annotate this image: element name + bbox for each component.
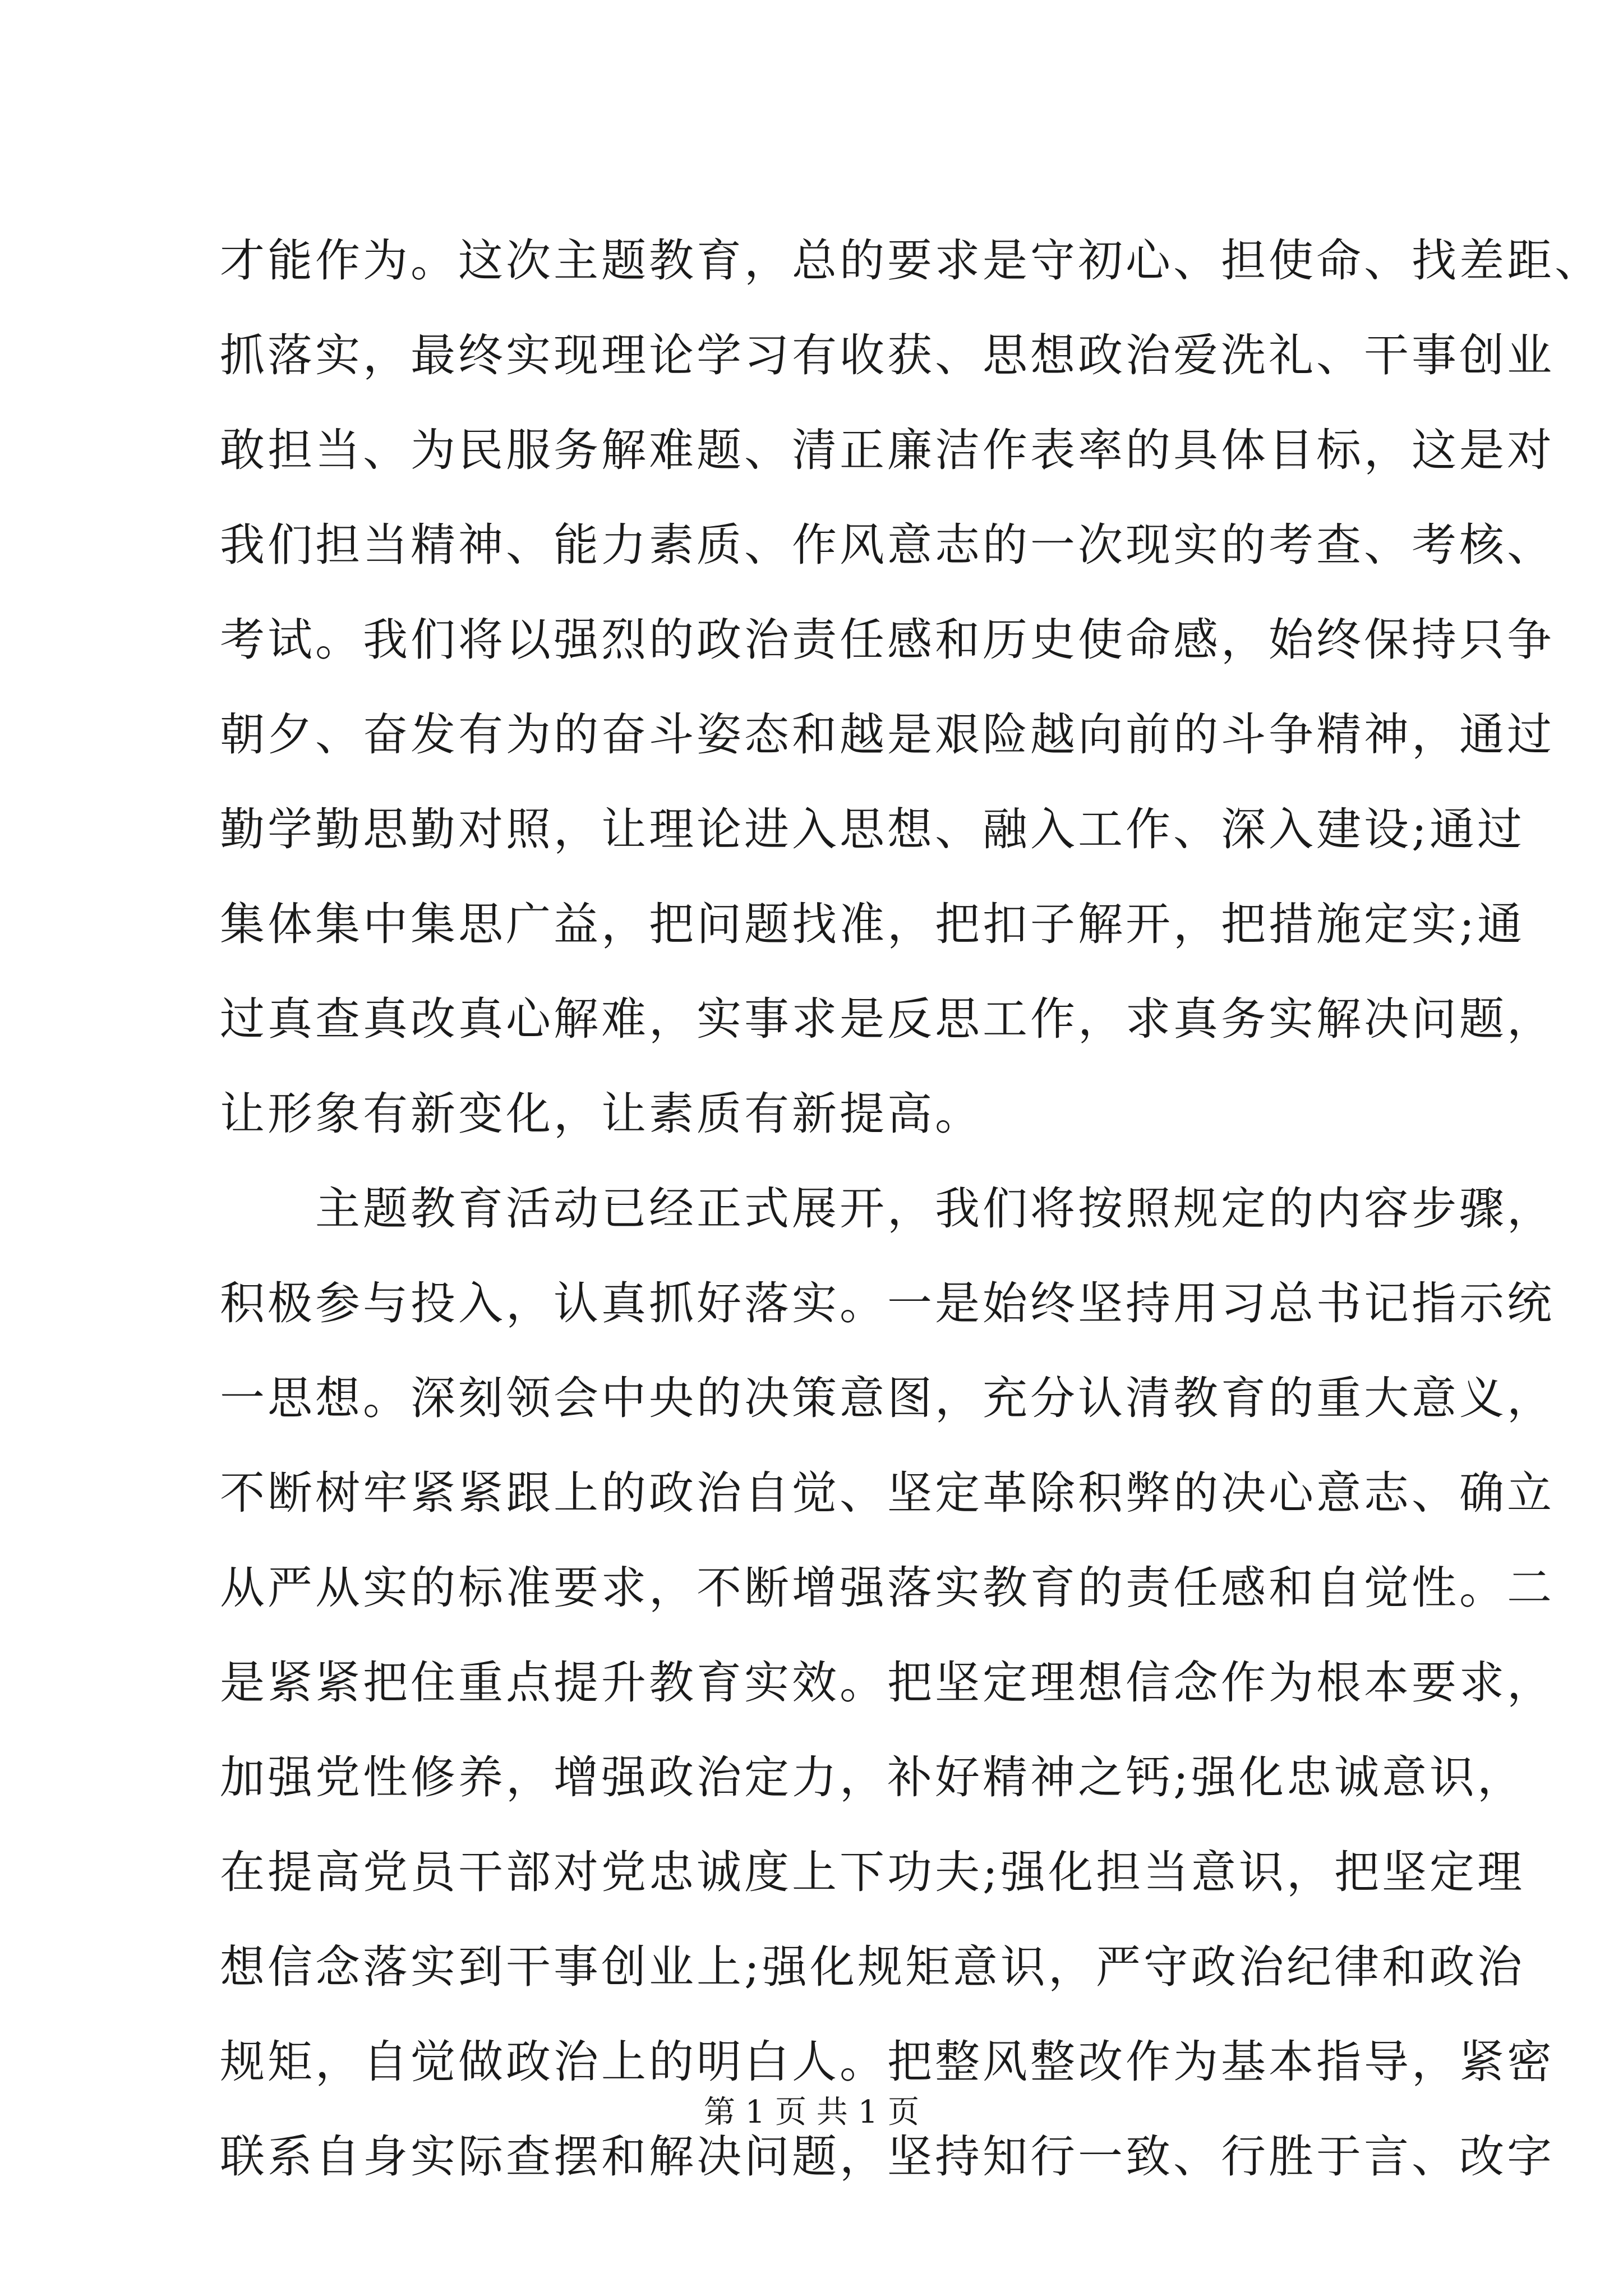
text-line: 积极参与投入，认真抓好落实。一是始终坚持用习总书记指示统: [220, 1277, 1555, 1329]
text-line: 集体集中集思广益，把问题找准，把扣子解开，把措施定实;通: [220, 898, 1525, 950]
text-line: 一思想。深刻领会中央的决策意图，充分认清教育的重大意义，: [220, 1372, 1555, 1424]
text-line: 主题教育活动已经正式展开，我们将按照规定的内容步骤，: [220, 1182, 1555, 1235]
text-line: 不断树牢紧紧跟上的政治自觉、坚定革除积弊的决心意志、确立: [220, 1467, 1555, 1519]
text-line: 联系自身实际查摆和解决问题，坚持知行一致、行胜于言、改字: [220, 2131, 1555, 2183]
page-footer: 第 1 页 共 1 页: [703, 2094, 920, 2131]
text-line: 加强党性修养，增强政治定力，补好精神之钙;强化忠诚意识，: [220, 1751, 1525, 1803]
text-line: 让形象有新变化，让素质有新提高。: [220, 1088, 983, 1140]
text-line: 敢担当、为民服务解难题、清正廉洁作表率的具体目标，这是对: [220, 424, 1555, 476]
text-line: 勤学勤思勤对照，让理论进入思想、融入工作、深入建设;通过: [220, 803, 1525, 855]
text-line: 想信念落实到干事创业上;强化规矩意识，严守政治纪律和政治: [220, 1941, 1525, 1993]
body-text: [220, 213, 1602, 2204]
text-line: 过真查真改真心解难，实事求是反思工作，求真务实解决问题，: [220, 993, 1555, 1045]
text-line: 抓落实，最终实现理论学习有收获、思想政治爱洗礼、干事创业: [220, 329, 1555, 381]
text-line: 才能作为。这次主题教育，总的要求是守初心、担使命、找差距、: [220, 234, 1602, 287]
text-line: 考试。我们将以强烈的政治责任感和历史使命感，始终保持只争: [220, 614, 1555, 666]
text-line: 从严从实的标准要求，不断增强落实教育的责任感和自觉性。二: [220, 1562, 1555, 1614]
text-line: 在提高党员干部对党忠诚度上下功夫;强化担当意识，把坚定理: [220, 1846, 1525, 1898]
text-line: 我们担当精神、能力素质、作风意志的一次现实的考查、考核、: [220, 519, 1555, 571]
text-line: 朝夕、奋发有为的奋斗姿态和越是艰险越向前的斗争精神，通过: [220, 708, 1555, 761]
text-line: 规矩，自觉做政治上的明白人。把整风整改作为基本指导，紧密: [220, 2036, 1555, 2088]
text-line: 是紧紧把住重点提升教育实效。把坚定理想信念作为根本要求，: [220, 1657, 1555, 1709]
